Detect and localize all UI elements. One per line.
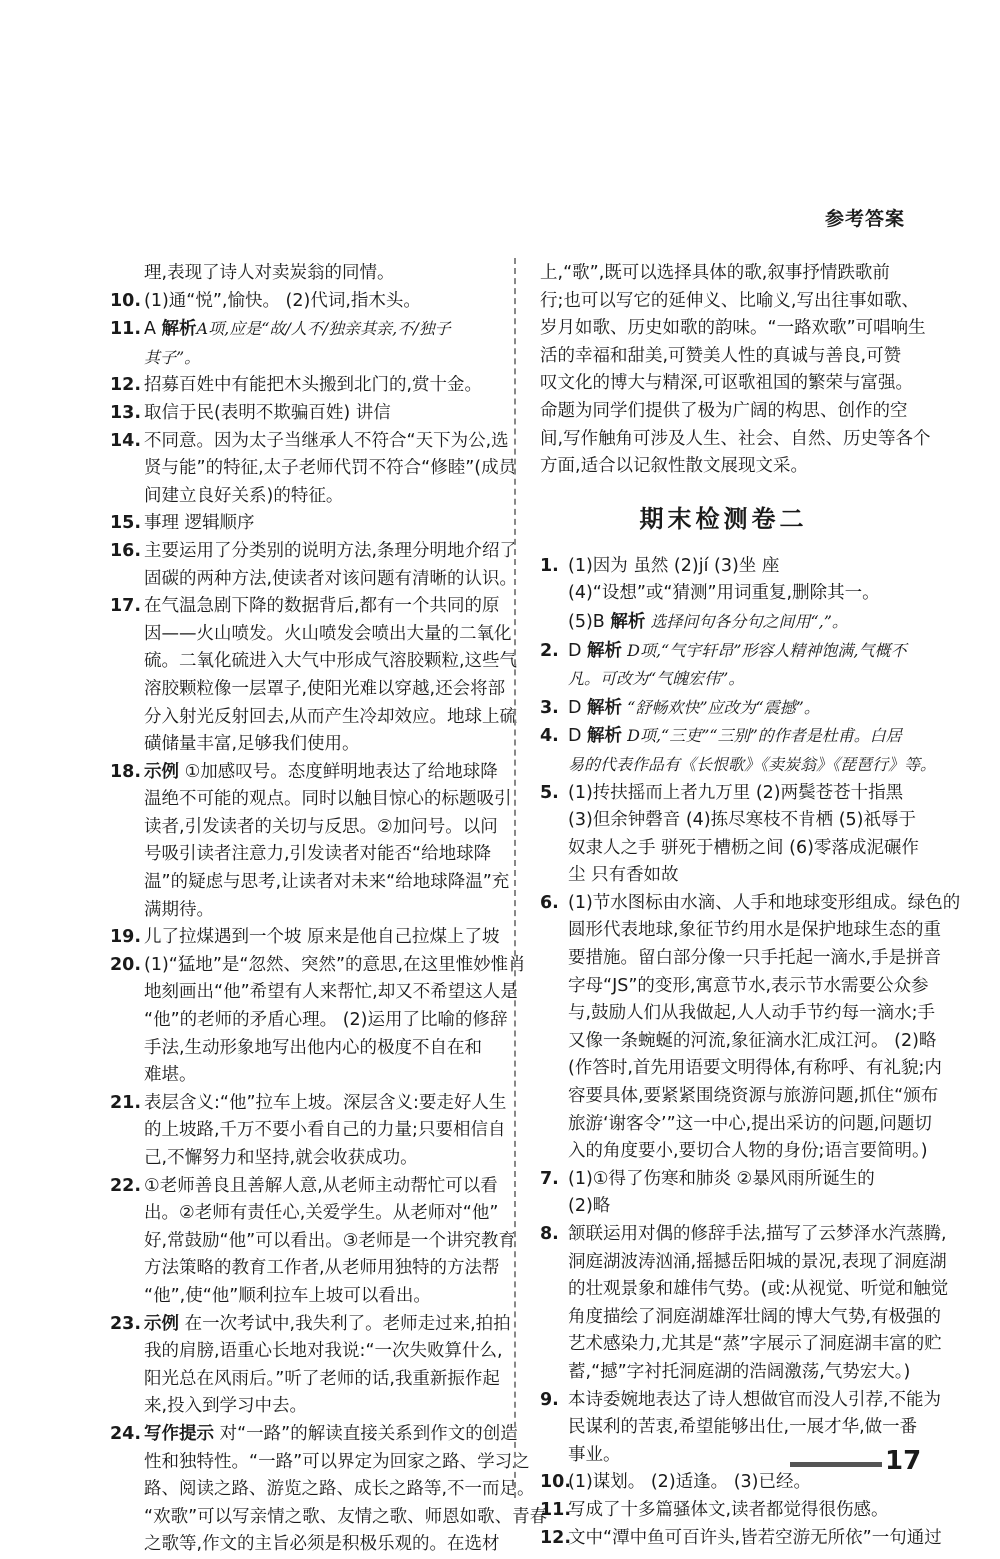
answer-line: [110, 1366, 500, 1394]
answer-text: 方法策略的教育工作者,从老师用独特的方法帮: [144, 1258, 500, 1279]
question-number: 22.: [110, 1175, 142, 1196]
answer-text: 蓄,“撼”字衬托洞庭湖的浩阔激荡,气势宏大。): [568, 1361, 911, 1382]
answer-text: 写成了十多篇骚体文,读者都觉得很伤感。: [568, 1499, 889, 1520]
answer-line: [540, 945, 942, 973]
answer-line: [110, 704, 518, 732]
answer-line: [540, 1083, 939, 1111]
answer-line: [540, 722, 907, 751]
answer-line: [110, 1062, 493, 1090]
answer-text: (3)但余钟磬音 (4)拣尽寒枝不肯栖 (5)祇辱于: [568, 810, 916, 831]
answer-text: 角度描绘了洞庭湖雄浑壮阔的博大气势,有极强的: [568, 1306, 942, 1327]
answer-line: [110, 315, 493, 344]
question-number: 14.: [110, 430, 142, 451]
answer-text: “欢歌”可以写亲情之歌、友情之歌、师恩如歌、青春: [144, 1506, 548, 1527]
answer-line: [540, 1497, 907, 1525]
answer-line: [540, 553, 907, 581]
answer-tag: 示例: [144, 1313, 179, 1334]
question-number: 13.: [110, 402, 142, 423]
answer-line: [110, 869, 510, 897]
question-number: 2.: [540, 640, 559, 661]
answer-line: [110, 344, 493, 373]
question-number: 1.: [540, 555, 559, 576]
answer-text: 上,“歌”,既可以选择具体的歌,叙事抒情跌歌前: [540, 263, 890, 283]
answer-text: (1)“猛地”是“忽然、突然”的意思,在这里惟妙惟肖: [144, 954, 526, 975]
answer-line: [540, 1000, 936, 1028]
answer-line: [540, 1221, 947, 1249]
answer-line: [540, 1414, 918, 1442]
answer-text: 招募百姓中有能把木头搬到北门的,赏十金。: [144, 375, 483, 396]
answer-text: 因——火山喷发。火山喷发会喷出大量的二氧化: [144, 623, 512, 644]
answer-tag: 解析: [587, 726, 623, 747]
answer-line: [110, 1145, 493, 1173]
question-number: 18.: [110, 761, 142, 782]
explanation-text: D项,“气宇轩昂”形容人精神饱满,气概不: [622, 640, 907, 660]
answer-line: [110, 1504, 548, 1532]
answer-line: [540, 1138, 928, 1166]
answer-text: 的壮观景象和雄伟气势。(或:从视觉、听觉和触觉: [568, 1279, 949, 1300]
answer-line: [540, 370, 914, 398]
answer-line: [110, 979, 518, 1007]
answer-text: 圆形代表地球,象征节约用水是保护地球生态的重: [568, 920, 942, 941]
answer-line: [110, 1283, 493, 1311]
answer-line: [540, 694, 907, 723]
answer-text: 性和独特性。“一路”可以界定为回家之路、学习之: [144, 1451, 530, 1472]
question-number: 10.: [540, 1472, 572, 1493]
answer-line: [540, 398, 907, 426]
explanation-text: D项,“三吏”“三别”的作者是杜甫。白居: [622, 726, 902, 746]
answer-text: 温绝不可能的观点。同时以触目惊心的标题吸引: [144, 789, 512, 810]
answer-line: [110, 1117, 506, 1145]
answer-text: 在气温急剧下降的数据背后,都有一个共同的原: [144, 596, 500, 617]
answer-line: [540, 1331, 942, 1359]
answer-line: [110, 814, 498, 842]
answer-line: [110, 400, 493, 428]
answer-text: 文中“潭中鱼可百许头,皆若空游无所依”一句通过: [568, 1527, 942, 1548]
answer-line: [110, 1228, 516, 1256]
right-column: [540, 260, 961, 1552]
answer-text: 来,投入到学习中去。: [144, 1396, 308, 1417]
answer-line: [540, 580, 907, 608]
answer-text: 的上坡路,千万不要小看自己的力量;只要相信自: [144, 1120, 506, 1141]
answer-text: “他”,使“他”顺利拉车上坡可以看出。: [144, 1285, 431, 1306]
question-number: 20.: [110, 954, 142, 975]
answer-line: [110, 1393, 493, 1421]
answer-text: 事理 逻辑顺序: [144, 513, 255, 534]
page-number: 17: [885, 1446, 922, 1476]
answer-text: 固碳的两种方法,使读者对该问题有清晰的认识。: [144, 568, 518, 589]
answer-text: 磺储量丰富,足够我们使用。: [144, 734, 360, 755]
answer-text: (4)“设想”或“猜测”用词重复,删除其一。: [568, 583, 880, 604]
answer-line: [540, 288, 919, 316]
answer-text: D: [568, 640, 588, 661]
answer-line: [110, 897, 493, 925]
answer-line: [540, 917, 942, 945]
answer-line: [540, 1055, 942, 1083]
answer-line: [110, 1035, 493, 1063]
answer-text: 与,鼓励人们从我做起,人人动手节约每一滴水;手: [568, 1003, 936, 1024]
answer-tag: 解析: [587, 640, 623, 661]
left-column: [110, 260, 548, 1559]
answer-line: [110, 621, 512, 649]
answer-text: 方面,适合以记叙性散文展现文采。: [540, 456, 809, 477]
answer-text: A: [144, 319, 162, 340]
question-number: 6.: [540, 892, 559, 913]
answer-line: [540, 426, 931, 454]
answer-text: 取信于民(表明不欺骗百姓) 讲信: [144, 402, 391, 423]
answer-text: 入的角度要小,要切合人物的身份;语言要简明。): [568, 1141, 928, 1162]
answer-text: 贤与能”的特征,太子老师代罚不符合“修睦”(成员: [144, 458, 517, 479]
answer-line: [110, 566, 518, 594]
answer-tag: 解析: [610, 611, 646, 632]
answer-tag: 写作提示: [144, 1423, 214, 1444]
answer-text: 读者,引发读者的关切与反思。②加问号。以问: [144, 816, 498, 837]
answer-text: 叹文化的博大与精深,可讴歌祖国的繁荣与富强。: [540, 373, 914, 394]
answer-text: 硫。二氧化硫进入大气中形成气溶胶颗粒,这些气: [144, 651, 518, 672]
right-bottom-block: [540, 553, 961, 1552]
answer-line: [110, 1449, 530, 1477]
answer-line: [540, 453, 907, 481]
explanation-text: A项,应是“故/人不/独亲其亲,不/独子: [196, 319, 451, 339]
answer-tag: 解析: [587, 697, 623, 718]
question-number: 19.: [110, 927, 142, 948]
answer-text: 出。②老师有责任心,关爱学生。从老师对“他”: [144, 1203, 499, 1224]
answer-text: 地刻画出“他”希望有人来帮忙,却又不希望这人是: [144, 982, 518, 1003]
answer-text: (1)通“悦”,愉快。 (2)代词,指木头。: [144, 290, 421, 311]
answer-line: [110, 1007, 508, 1035]
question-number: 17.: [110, 596, 142, 617]
answer-line: [540, 862, 907, 890]
answer-line: [540, 665, 907, 694]
answer-text: (1)节水图标由水滴、人手和地球变形组成。绿色的: [568, 892, 961, 913]
answer-text: 温”的疑虑与思考,让读者对未来“给地球降温”充: [144, 872, 510, 893]
answer-line: [540, 1166, 907, 1194]
answer-line: [540, 1387, 942, 1415]
question-number: 5.: [540, 782, 559, 803]
answer-text: 要措施。留白部分像一只手托起一滴水,手是拼音: [568, 948, 942, 969]
answer-line: [110, 648, 518, 676]
answer-line: [540, 780, 907, 808]
answer-line: [540, 1111, 932, 1139]
answer-text: 事业。: [568, 1444, 621, 1465]
answer-line: [110, 1421, 518, 1449]
answer-text: 奴隶人之手 骈死于槽枥之间 (6)零落成泥碾作: [568, 837, 919, 858]
answer-line: [110, 786, 512, 814]
answer-line: [110, 676, 506, 704]
explanation-text: “舒畅欢快”应改为“震撼”。: [622, 697, 820, 717]
answer-line: [540, 890, 961, 918]
answer-text: 命题为同学们提供了极为广阔的构思、创作的空: [540, 400, 908, 421]
answer-line: [110, 952, 526, 980]
answer-text: 民谋利的苦衷,希望能够出仕,一展才华,做一番: [568, 1417, 918, 1438]
answer-text: 满期待。: [144, 899, 214, 920]
answer-text: 理,表现了诗人对卖炭翁的同情。: [144, 263, 395, 283]
answer-line: [110, 1311, 511, 1339]
answer-text: 尘 只有香如故: [568, 865, 679, 886]
answer-text: 本诗委婉地表达了诗人想做官而没人引荐,不能为: [568, 1389, 942, 1410]
answer-text: 在一次考试中,我失利了。老师走过来,拍拍: [179, 1313, 511, 1334]
answer-text: 活的幸福和甜美,可赞美人性的真诚与善良,可赞: [540, 345, 902, 366]
answer-line: [110, 538, 518, 566]
answer-text: 艺术感染力,尤其是“蒸”字展示了洞庭湖丰富的贮: [568, 1334, 942, 1355]
answer-text: 洞庭湖波涛汹涌,摇撼岳阳城的景况,表现了洞庭湖: [568, 1251, 947, 1272]
answer-line: [110, 841, 493, 869]
answer-text: (2)略: [568, 1196, 611, 1217]
question-number: 9.: [540, 1389, 559, 1410]
answer-line: [540, 343, 907, 371]
explanation-text: 凡。可改为“气魄宏伟”。: [568, 669, 745, 689]
question-number: 12.: [110, 375, 142, 396]
question-number: 11.: [540, 1499, 572, 1520]
answer-line: [110, 1255, 500, 1283]
answer-text: 分入射光反射回去,从而产生冷却效应。地球上硫: [144, 706, 518, 727]
answer-line: [540, 637, 907, 666]
answer-text: 间,写作触角可涉及人生、社会、自然、历史等各个: [540, 428, 931, 449]
answer-text: 己,不懈努力和坚持,就会收获成功。: [144, 1148, 418, 1168]
answer-line: [110, 759, 498, 787]
page-header-title: 参考答案: [824, 208, 905, 230]
answer-line: [540, 1193, 907, 1221]
answer-line: [110, 455, 517, 483]
answer-text: 阳光总在风雨后。”听了老师的话,我重新振作起: [144, 1368, 500, 1389]
answer-text: 路、阅读之路、游览之路、成长之路等,不一而足。: [144, 1479, 535, 1500]
answer-line: [540, 260, 907, 288]
answer-text: 我的肩膀,语重心长地对我说:“一次失败算什么,: [144, 1341, 503, 1362]
answer-line: [110, 731, 493, 759]
answer-line: [110, 1531, 500, 1559]
answer-text: ①老师善良且善解人意,从老师主动帮忙可以看: [144, 1175, 498, 1196]
answer-text: D: [568, 726, 588, 747]
explanation-text: 其子”。: [144, 347, 201, 367]
question-number: 16.: [110, 540, 142, 561]
answer-line: [110, 483, 493, 511]
question-number: 8.: [540, 1224, 559, 1244]
answer-text: 难堪。: [144, 1065, 197, 1086]
answer-text: 手法,生动形象地写出他内心的极度不自在和: [144, 1037, 483, 1058]
question-number: 23.: [110, 1313, 142, 1334]
question-number: 21.: [110, 1092, 142, 1113]
answer-text: 主要运用了分类别的说明方法,条理分明地介绍了: [144, 540, 518, 561]
answer-line: [110, 1090, 507, 1118]
answer-line: [110, 1173, 498, 1201]
answer-line: [110, 1476, 535, 1504]
answer-text: 行;也可以写它的延伸义、比喻义,写出往事如歌、: [540, 290, 919, 311]
footer-bar: [790, 1462, 882, 1467]
answer-line: [110, 924, 500, 952]
answer-line: [540, 608, 907, 637]
answer-text: (1)谋划。 (2)适逢。 (3)已经。: [568, 1472, 811, 1493]
answer-text: 字母“JS”的变形,寓意节水,表示节水需要公众参: [568, 975, 929, 996]
answer-line: [540, 751, 937, 780]
answer-line: [540, 1359, 911, 1387]
answer-text: 间建立良好关系)的特征。: [144, 485, 344, 506]
answer-text: 不同意。因为太子当继承人不符合“天下为公,选: [144, 430, 509, 451]
answer-text: D: [568, 697, 588, 718]
question-number: 4.: [540, 726, 559, 747]
answer-line: [110, 428, 509, 456]
answer-line: [110, 288, 493, 316]
answer-line: [110, 260, 493, 288]
question-number: 11.: [110, 319, 142, 340]
question-number: 24.: [110, 1423, 142, 1444]
answer-text: (1)因为 虽然 (2)jí (3)坐 座: [568, 555, 780, 576]
answer-line: [540, 1525, 942, 1553]
column-divider: [514, 258, 516, 1498]
answer-text: (1)抟扶摇而上者九万里 (2)两鬓苍苍十指黑: [568, 782, 904, 803]
explanation-text: 易的代表作品有《长恨歌》《卖炭翁》《琵琶行》等。: [568, 754, 937, 774]
question-number: 10.: [110, 290, 142, 311]
answer-line: [540, 1469, 907, 1497]
question-number: 3.: [540, 697, 559, 718]
answer-line: [540, 835, 919, 863]
answer-text: 号吸引读者注意力,引发读者对能否“给地球降: [144, 844, 492, 865]
answer-line: [540, 1028, 937, 1056]
section-title: 期末检测卷二: [639, 503, 808, 533]
answer-text: 溶胶颗粒像一层罩子,使阳光难以穿越,还会将部: [144, 678, 506, 699]
answer-text: 颔联运用对偶的修辞手法,描写了云梦泽水汽蒸腾,: [568, 1224, 947, 1244]
answer-text: 容要具体,要紧紧围绕资源与旅游问题,抓住“颁布: [568, 1086, 939, 1107]
answer-text: (1)①得了伤寒和肺炎 ②暴风雨所诞生的: [568, 1168, 875, 1189]
answer-text: 旅游‘谢客令’”这一中心,提出采访的问题,问题切: [568, 1113, 932, 1134]
answer-tag: 示例: [144, 761, 179, 782]
answer-line: [110, 1338, 503, 1366]
answer-line: [110, 593, 500, 621]
answer-text: (作答时,首先用语要文明得体,有称呼、有礼貌;内: [568, 1058, 942, 1079]
answer-tag: 解析: [161, 319, 197, 340]
answer-text: 对“一路”的解读直接关系到作文的创造: [214, 1423, 518, 1444]
answer-line: [540, 315, 926, 343]
answer-line: [540, 1304, 942, 1332]
right-top-block: [540, 260, 931, 481]
answer-text: 表层含义:“他”拉车上坡。深层含义:要走好人生: [144, 1092, 507, 1113]
answer-line: [540, 807, 916, 835]
answer-text: ①加感叹号。态度鲜明地表达了给地球降: [179, 761, 498, 782]
question-number: 7.: [540, 1168, 559, 1189]
answer-text: (5)B: [568, 611, 611, 632]
answer-line: [540, 1249, 947, 1277]
answer-line: [540, 1276, 949, 1304]
question-number: 12.: [540, 1527, 572, 1548]
question-number: 15.: [110, 513, 142, 534]
answer-line: [110, 372, 493, 400]
answer-line: [110, 510, 493, 538]
answer-text: 之歌等,作文的主旨必须是积极乐观的。在选材: [144, 1534, 500, 1555]
answer-line: [110, 1200, 499, 1228]
answer-text: 又像一条蜿蜒的河流,象征滴水汇成江河。 (2)略: [568, 1030, 937, 1051]
answer-line: [540, 973, 929, 1001]
answer-text: 好,常鼓励“他”可以看出。③老师是一个讲究教育: [144, 1230, 516, 1251]
answer-text: 儿了拉煤遇到一个坡 原来是他自己拉煤上了坡: [144, 927, 500, 948]
explanation-text: 选择问句各分句之间用“,”。: [645, 611, 848, 631]
answer-text: 岁月如歌、历史如歌的韵味。“一路欢歌”可唱响生: [540, 318, 926, 339]
answer-text: “他”的老师的矛盾心理。 (2)运用了比喻的修辞: [144, 1010, 508, 1031]
